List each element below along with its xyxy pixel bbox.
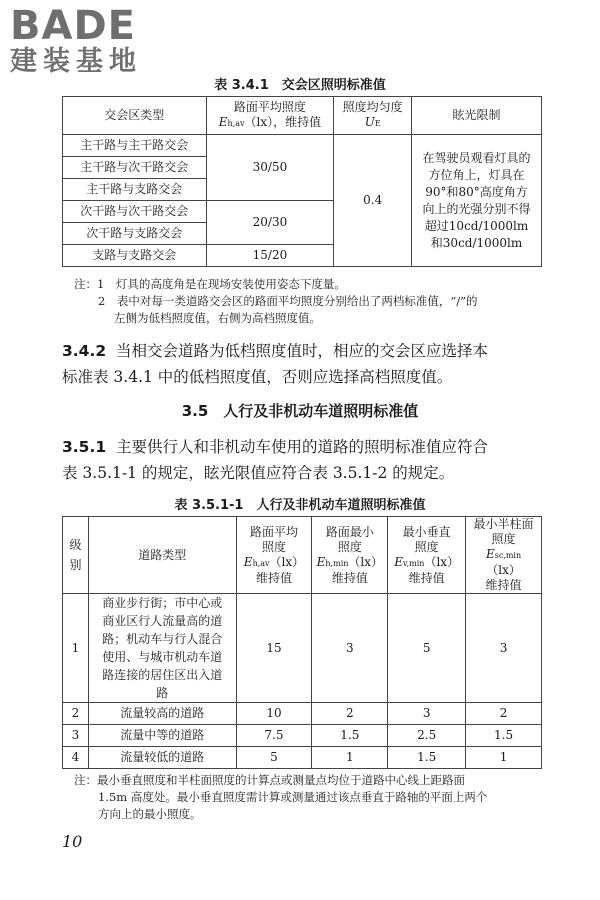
t1-header-uniformity: 照度均匀度 UE xyxy=(334,97,412,135)
t1-header-glare: 眩光限制 xyxy=(412,97,542,135)
t1-row-type: 次干路与支路交会 xyxy=(63,223,207,245)
table2-note-1: 注：最小垂直照度和半柱面照度的计算点或测量点均位于道路中心线上距路面 xyxy=(74,773,465,787)
t2-header-vertical: 最小垂直 照度 Ev,min（lx） 维持值 xyxy=(388,517,466,594)
t1-illum-value: 15/20 xyxy=(206,245,334,267)
t1-glare-text: 在驾驶员观看灯具的方位角上，灯具在90°和80°高度角方向上的光强分别不得超过10cd/1000lm和30cd/1000lm xyxy=(412,135,542,267)
t2-min: 1 xyxy=(312,747,388,769)
t2-header-min: 路面最小 照度 Eh,min（lx） 维持值 xyxy=(312,517,388,594)
t2-header-avg: 路面平均 照度 Eh,av（lx） 维持值 xyxy=(236,517,312,594)
t2-level: 1 xyxy=(63,594,89,703)
logo-brand: BADE xyxy=(10,3,136,49)
clause-number: 3.4.2 xyxy=(62,342,107,360)
paragraph-3-4-2: 3.4.2 当相交会道路为低档照度值时，相应的交会区应选择本 标准表 3.4.1 中的低档照度值，否则应选择高档照度值。 xyxy=(62,342,489,386)
t2-semicylindrical: 1 xyxy=(466,747,542,769)
table1-note-2: 2 表中对每一类道路交会区的路面平均照度分别给出了两档标准值，“/”的 xyxy=(98,294,478,308)
t1-header-illum: 路面平均照度 Eh,av（lx），维持值 xyxy=(206,97,334,135)
t2-vertical: 2.5 xyxy=(388,725,466,747)
table1 xyxy=(62,96,542,267)
t2-semicylindrical: 2 xyxy=(466,703,542,725)
table-row xyxy=(63,594,542,703)
t1-row-type: 支路与支路交会 xyxy=(63,245,207,267)
t2-road-type: 流量中等的道路 xyxy=(88,725,236,747)
t2-vertical: 1.5 xyxy=(388,747,466,769)
table-row xyxy=(63,747,542,769)
table2 xyxy=(62,516,542,769)
t1-illum-value: 30/50 xyxy=(206,135,334,201)
t1-header-type: 交会区类型 xyxy=(63,97,207,135)
t2-semicylindrical: 3 xyxy=(466,594,542,703)
table1-note-3: 左侧为低档照度值，右侧为高档照度值。 xyxy=(114,311,321,325)
table1-note-1: 注：1 灯具的高度角是在现场安装使用姿态下度量。 xyxy=(74,277,346,291)
table2-caption: 表 3.5.1-1 人行及非机动车道照明标准值 xyxy=(174,498,426,513)
t1-row-type: 主干路与主干路交会 xyxy=(63,135,207,157)
t2-min: 2 xyxy=(312,703,388,725)
table-row xyxy=(63,703,542,725)
t2-vertical: 3 xyxy=(388,703,466,725)
t2-vertical: 5 xyxy=(388,594,466,703)
t2-level: 2 xyxy=(63,703,89,725)
table-row xyxy=(63,725,542,747)
t2-road-type: 流量较高的道路 xyxy=(88,703,236,725)
t1-illum-value: 20/30 xyxy=(206,201,334,245)
t1-row-type: 主干路与支路交会 xyxy=(63,179,207,201)
t2-min: 1.5 xyxy=(312,725,388,747)
paragraph-3-5-1: 3.5.1 主要供行人和非机动车使用的道路的照明标准值应符合 表 3.5.1-1 的规定，眩光限值应符合表 3.5.1-2 的规定。 xyxy=(62,438,489,482)
t2-road-type: 流量较低的道路 xyxy=(88,747,236,769)
table2-note-2: 1.5m 高度处。最小垂直照度需计算或测量通过该点垂直于路轴的平面上两个 xyxy=(98,790,488,804)
table2-note-3: 方向上的最小照度。 xyxy=(98,807,202,821)
t2-avg: 5 xyxy=(236,747,312,769)
clause-number: 3.5.1 xyxy=(62,438,107,456)
bade-logo xyxy=(10,3,180,78)
t1-row-type: 主干路与次干路交会 xyxy=(63,157,207,179)
t2-avg: 7.5 xyxy=(236,725,312,747)
t1-row-type: 次干路与次干路交会 xyxy=(63,201,207,223)
t2-semicylindrical: 1.5 xyxy=(466,725,542,747)
t2-header-semicylindrical: 最小半柱面 照度 Esc,min（lx） 维持值 xyxy=(466,517,542,594)
t2-level: 4 xyxy=(63,747,89,769)
table1-caption: 表 3.4.1 交会区照明标准值 xyxy=(214,78,386,93)
t2-avg: 15 xyxy=(236,594,312,703)
t1-uniformity-value: 0.4 xyxy=(334,135,412,267)
t2-road-type: 商业步行街；市中心或商业区行人流量高的道路；机动车与行人混合使用、与城市机动车道路连接的居住区出入道路 xyxy=(88,594,236,703)
t2-min: 3 xyxy=(312,594,388,703)
page-number: 10 xyxy=(62,832,83,851)
section-heading: 3.5 人行及非机动车道照明标准值 xyxy=(181,402,419,420)
logo-subtitle: 建装基地 xyxy=(10,46,142,77)
t2-avg: 10 xyxy=(236,703,312,725)
t2-header-level: 级别 xyxy=(63,517,89,594)
t2-level: 3 xyxy=(63,725,89,747)
t2-header-road-type: 道路类型 xyxy=(88,517,236,594)
